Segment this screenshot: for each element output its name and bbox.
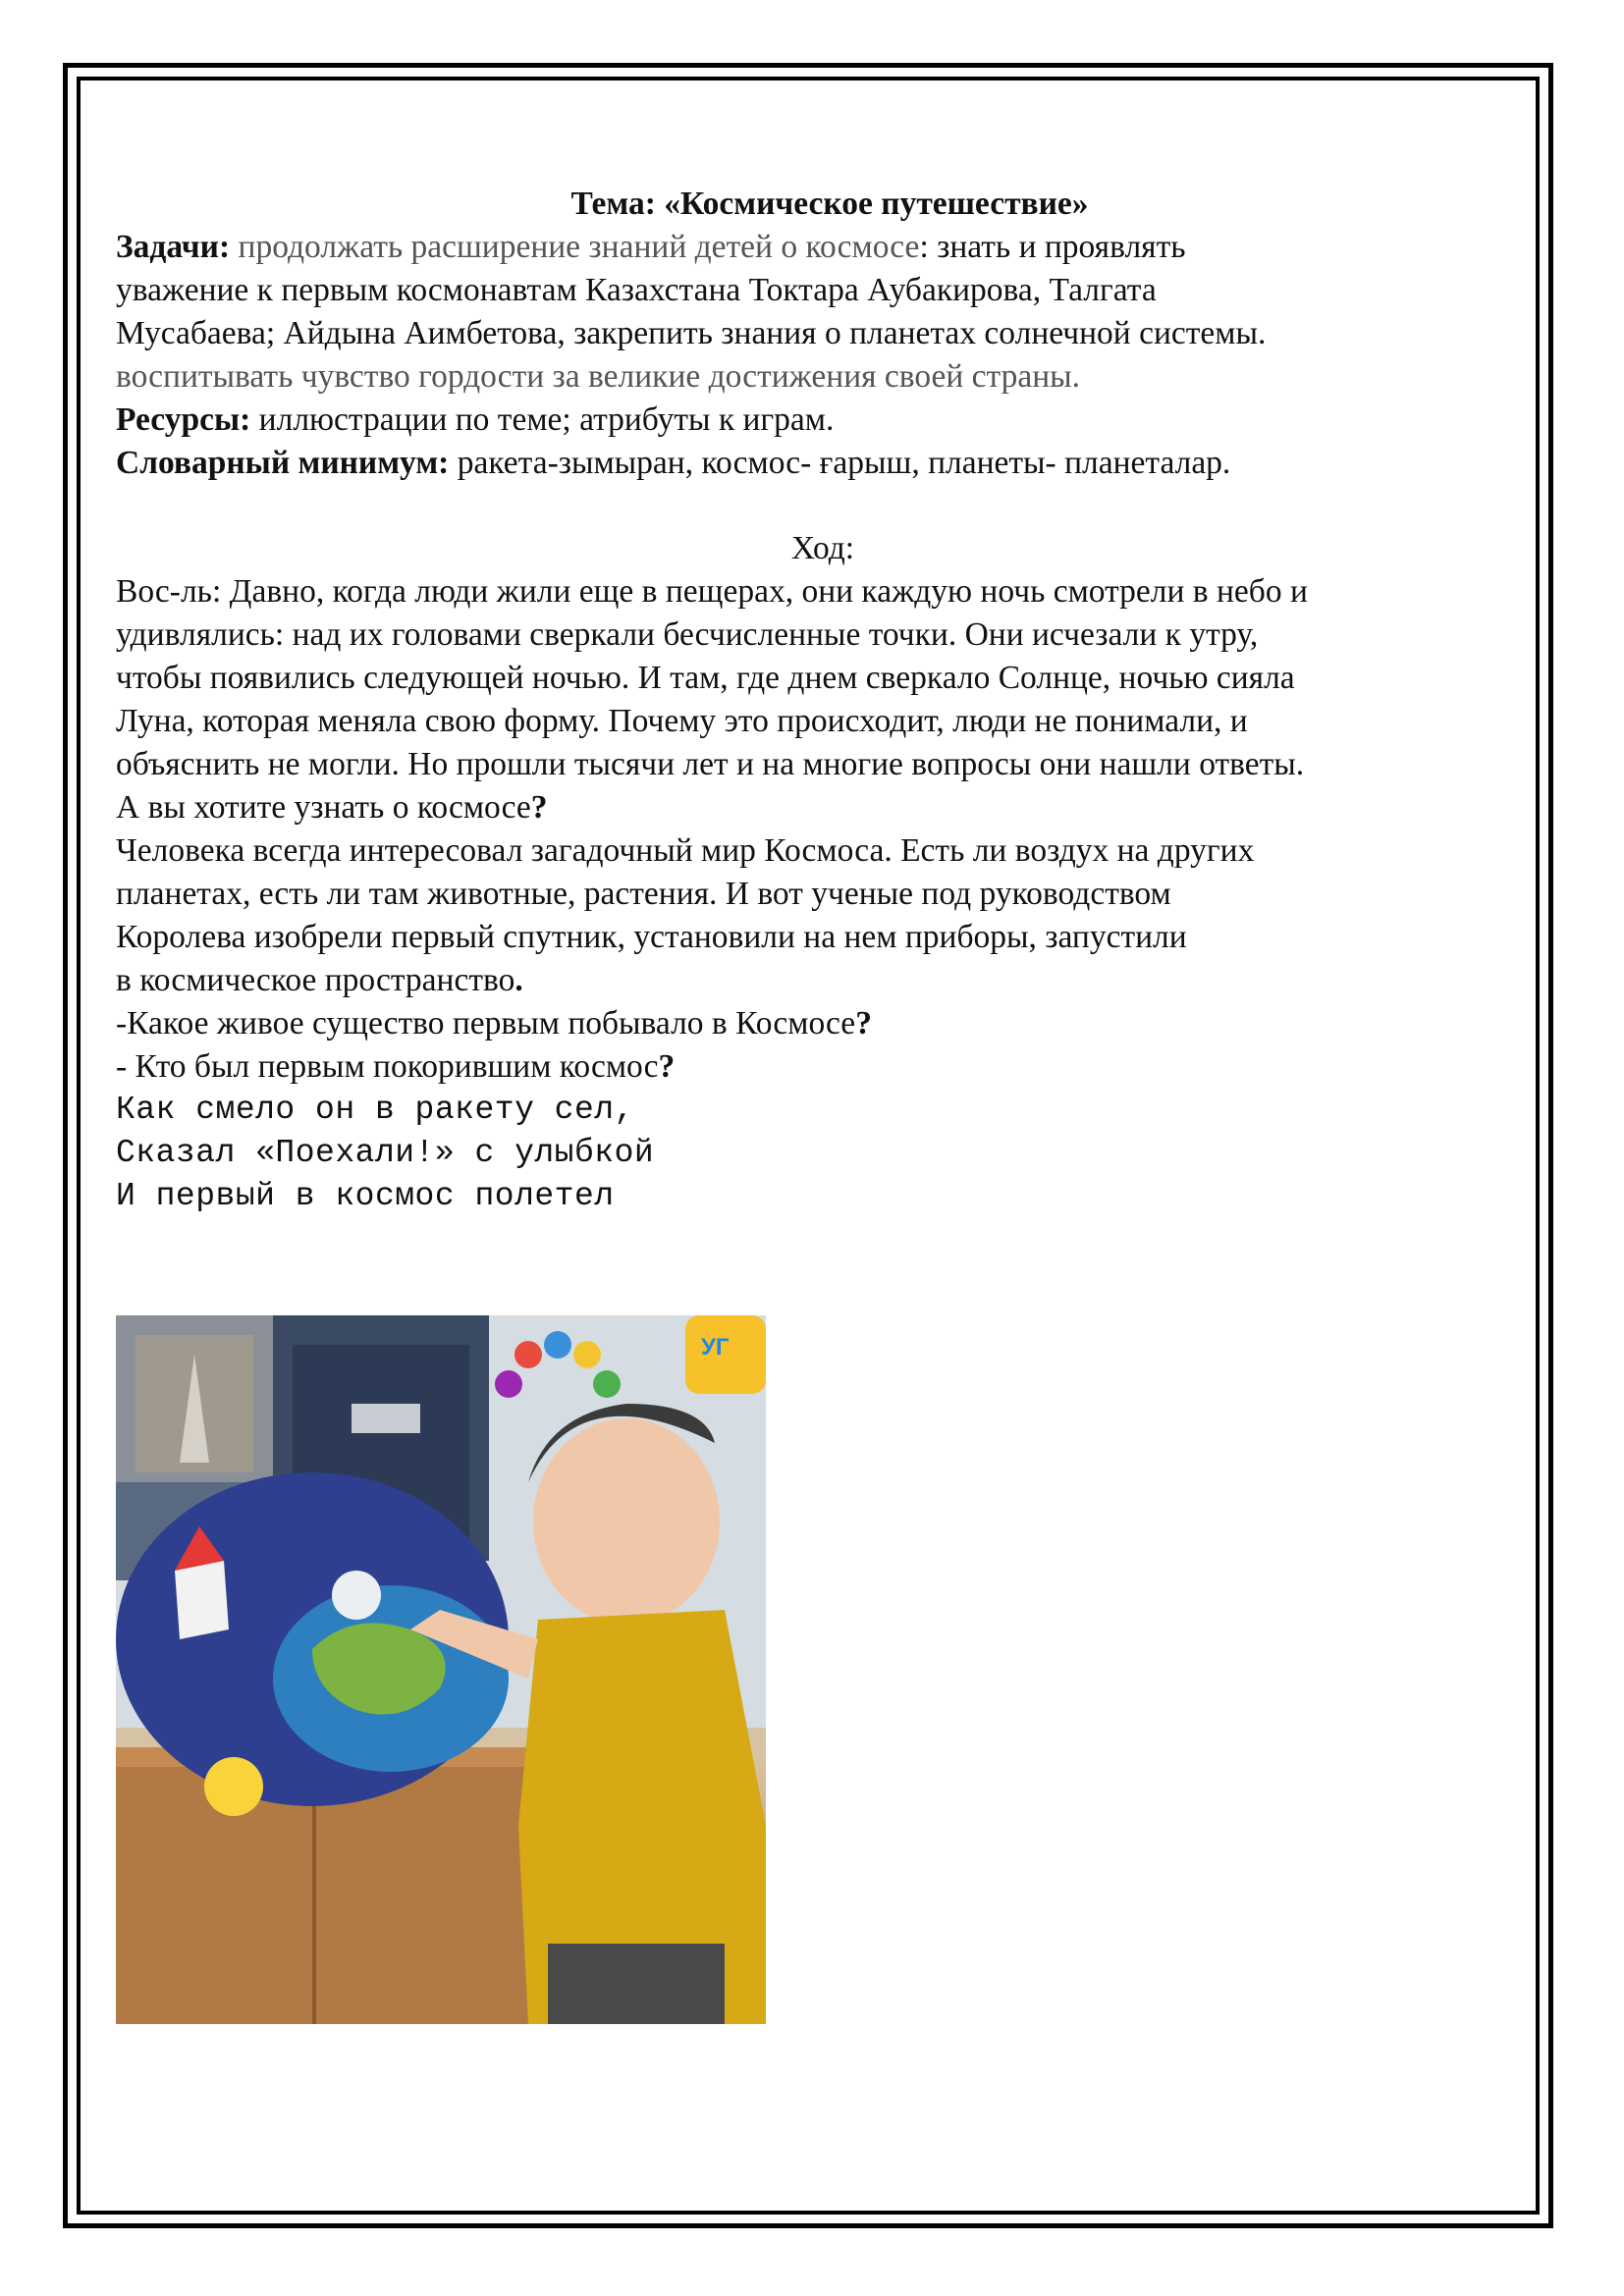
- paper-sun: [204, 1757, 263, 1816]
- body-line-10-period: .: [514, 962, 523, 998]
- tasks-line-3: Мусабаева; Айдына Аимбетова, закрепить знания о планетах солнечной системы.: [116, 315, 1267, 351]
- question-1-mark: ?: [855, 1005, 872, 1041]
- vocab-paragraph: [116, 442, 1530, 485]
- body-line-3: чтобы появились следующей ночью. И там, где днем сверкало Солнце, ночью сияла: [116, 660, 1295, 696]
- child-pants: [548, 1944, 725, 2024]
- paper-moon: [332, 1571, 381, 1620]
- paper-rocket: [175, 1561, 229, 1639]
- tasks-line-2: уважение к первым космонавтам Казахстана Токтара Аубакирова, Талгата: [116, 272, 1157, 308]
- vocab-label: Словарный минимум:: [116, 445, 450, 481]
- tasks-line-4: воспитывать чувство гордости за великие достижения своей страны.: [116, 358, 1081, 395]
- poem-line-1: Как смело он в ракету сел,: [116, 1092, 634, 1128]
- resources-label: Ресурсы:: [116, 401, 251, 438]
- document-body: [116, 183, 1530, 1218]
- body-line-6-question-mark: ?: [530, 789, 548, 826]
- poem-line-3: И первый в космос полетел: [116, 1178, 615, 1214]
- tasks-paragraph: [116, 226, 1530, 269]
- question-1-text: -Какое живое существо первым побывало в Космосе: [116, 1005, 856, 1041]
- body-line-7: Человека всегда интересовал загадочный мир Космоса. Есть ли воздух на других: [116, 832, 1255, 869]
- tasks-text-2: расширение знаний детей о космосе: [410, 229, 920, 265]
- question-2-mark: ?: [658, 1048, 676, 1085]
- tasks-text-3: : знать и проявлять: [919, 229, 1186, 265]
- body-line-6: [116, 786, 1530, 829]
- classroom-photo-illustration: [116, 1315, 766, 2024]
- resources-paragraph: [116, 399, 1530, 442]
- body-line-5: объяснить не могли. Но прошли тысячи лет и на многие вопросы они нашли ответы.: [116, 746, 1305, 782]
- resources-text: иллюстрации по теме; атрибуты к играм.: [250, 401, 835, 438]
- classroom-photo: [116, 1315, 766, 2024]
- tasks-label: Задачи:: [116, 229, 231, 265]
- body-line-9: Королева изобрели первый спутник, установили на нем приборы, запустили: [116, 919, 1187, 955]
- section-heading-hod: Ход:: [790, 530, 855, 566]
- child-face: [533, 1418, 720, 1625]
- document-title: Тема: «Космическое путешествие»: [570, 186, 1089, 222]
- wall-sign-text: УГ: [701, 1334, 730, 1361]
- vocab-text: ракета-зымыран, космос- ғарыш, планеты- планеталар.: [449, 445, 1231, 481]
- question-1: [116, 1002, 1530, 1045]
- body-line-6-text: А вы хотите узнать о космосе: [116, 789, 531, 826]
- body-line-10: [116, 959, 1530, 1002]
- body-line-8: планетах, есть ли там животные, растения. И вот ученые под руководством: [116, 876, 1171, 912]
- body-line-1: Вос-ль: Давно, когда люди жили еще в пещерах, они каждую ночь смотрели в небо и: [116, 573, 1308, 610]
- tasks-text-1: продолжать: [230, 229, 411, 265]
- body-line-4: Луна, которая меняла свою форму. Почему это происходит, люди не понимали, и: [116, 703, 1248, 739]
- body-line-10-text: в космическое пространство: [116, 962, 515, 998]
- poem-line-2: Сказал «Поехали!» с улыбкой: [116, 1135, 655, 1171]
- question-2: [116, 1045, 1530, 1089]
- question-2-text: - Кто был первым покорившим космос: [116, 1048, 659, 1085]
- body-line-2: удивлялись: над их головами сверкали бесчисленные точки. Они исчезали к утру,: [116, 616, 1259, 653]
